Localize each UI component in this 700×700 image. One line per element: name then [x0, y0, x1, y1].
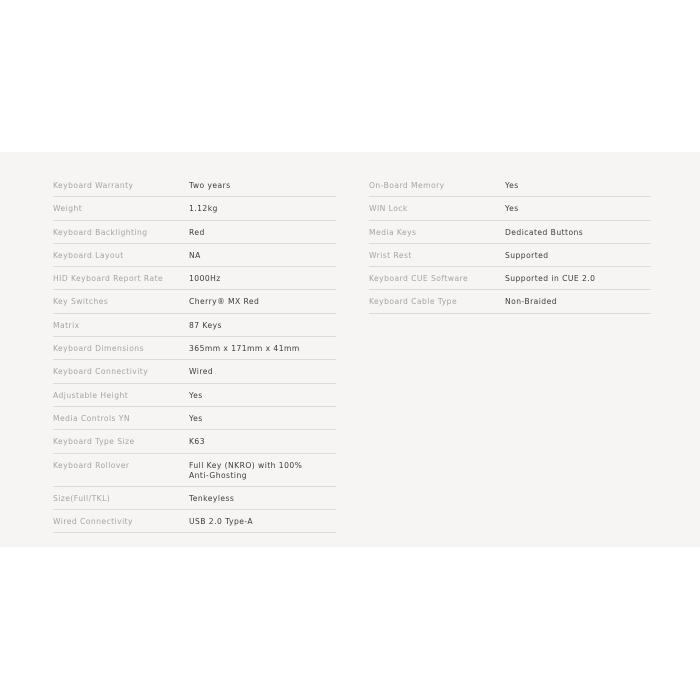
spec-label: Keyboard Rollover — [53, 460, 130, 470]
spec-value: 1000Hz — [189, 274, 221, 284]
spec-row — [369, 221, 651, 244]
spec-row — [53, 337, 336, 360]
spec-value: USB 2.0 Type-A — [189, 516, 254, 526]
spec-row — [53, 510, 336, 533]
spec-value: NA — [189, 250, 201, 260]
spec-row — [53, 197, 336, 220]
spec-label: On-Board Memory — [369, 181, 445, 190]
spec-value: Cherry® MX Red — [189, 297, 260, 307]
spec-label: Media Controls YN — [53, 413, 131, 423]
spec-row — [369, 267, 651, 290]
spec-value: Yes — [505, 181, 519, 190]
spec-row — [369, 290, 651, 313]
spec-value: Yes — [189, 390, 203, 400]
spec-label: Keyboard Layout — [53, 250, 124, 260]
spec-label: Media Keys — [369, 227, 417, 237]
spec-label: Matrix — [53, 320, 80, 330]
spec-label: WIN Lock — [369, 204, 408, 214]
spec-label: Keyboard Warranty — [53, 181, 134, 190]
spec-row — [369, 174, 651, 197]
spec-value: Full Key (NKRO) with 100% Anti-Ghosting — [189, 460, 303, 480]
spec-label: Wired Connectivity — [53, 516, 133, 526]
spec-row — [53, 407, 336, 430]
specs-column-right — [369, 174, 651, 314]
spec-row — [53, 454, 336, 487]
spec-value: Yes — [505, 204, 519, 214]
spec-label: Size(Full/TKL) — [53, 493, 111, 503]
spec-label: Keyboard CUE Software — [369, 274, 469, 284]
spec-row — [53, 314, 336, 337]
spec-row — [53, 174, 336, 197]
spec-value: Dedicated Buttons — [505, 227, 584, 237]
spec-label: HID Keyboard Report Rate — [53, 274, 164, 284]
spec-label: Keyboard Dimensions — [53, 344, 144, 354]
specs-column-left — [53, 174, 336, 533]
spec-label: Wrist Rest — [369, 250, 412, 260]
spec-row — [369, 197, 651, 220]
spec-value: Red — [189, 227, 205, 237]
spec-row — [53, 430, 336, 453]
spec-value: 87 Keys — [189, 320, 222, 330]
spec-value: Supported — [505, 250, 549, 260]
spec-label: Weight — [53, 204, 83, 214]
spec-value: 365mm x 171mm x 41mm — [189, 344, 300, 354]
spec-label: Keyboard Cable Type — [369, 297, 458, 307]
spec-value: Two years — [189, 181, 231, 190]
spec-value: Supported in CUE 2.0 — [505, 274, 596, 284]
spec-row — [53, 244, 336, 267]
spec-value: Wired — [189, 367, 214, 377]
spec-label: Keyboard Backlighting — [53, 227, 148, 237]
spec-row — [369, 244, 651, 267]
spec-value: K63 — [189, 437, 205, 447]
spec-label: Key Switches — [53, 297, 109, 307]
spec-value: Tenkeyless — [189, 493, 235, 503]
specs-panel — [0, 152, 700, 547]
spec-label: Keyboard Connectivity — [53, 367, 149, 377]
spec-row — [53, 267, 336, 290]
spec-row — [53, 221, 336, 244]
spec-row — [53, 384, 336, 407]
spec-value: Yes — [189, 413, 203, 423]
spec-label: Adjustable Height — [53, 390, 129, 400]
spec-row — [53, 487, 336, 510]
spec-value: Non-Braided — [505, 297, 557, 307]
spec-row — [53, 290, 336, 313]
spec-value: 1.12kg — [189, 204, 218, 214]
spec-label: Keyboard Type Size — [53, 437, 135, 447]
spec-row — [53, 360, 336, 383]
